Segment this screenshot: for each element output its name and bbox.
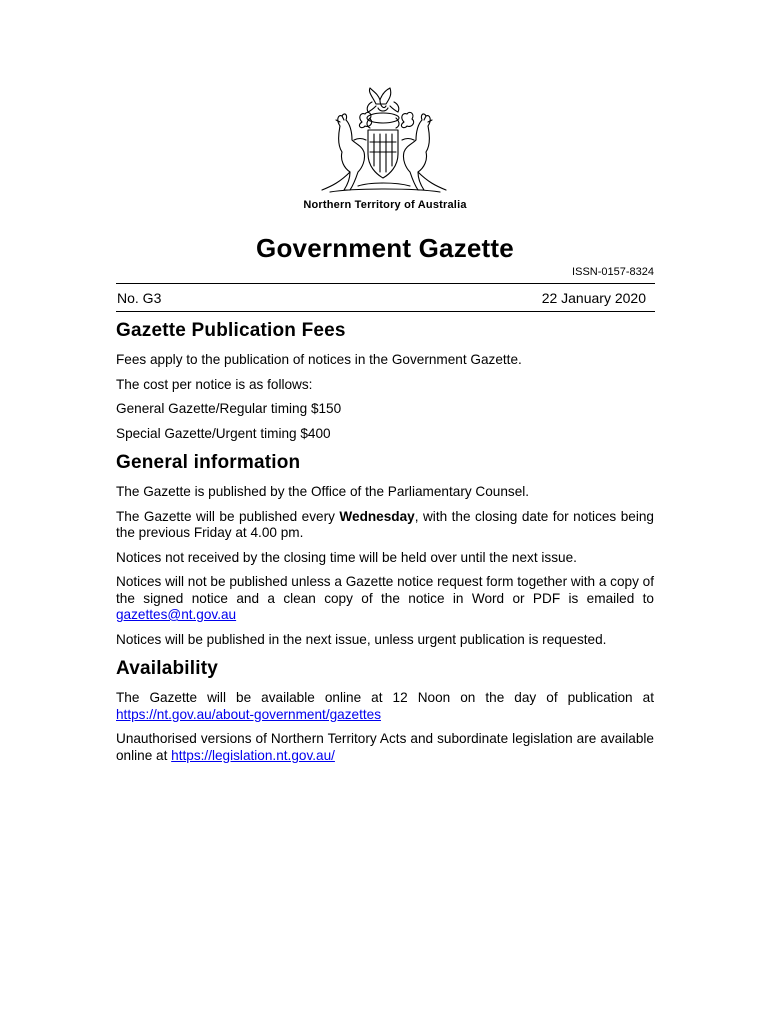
schedule-day: Wednesday xyxy=(339,508,415,524)
coat-of-arms-icon xyxy=(310,86,460,198)
requirements-body: Notices will not be published unless a Gazette notice request form together with a copy of the signed notice and a clean copy of the notice in Word or PDF is emailed to xyxy=(116,574,655,606)
late-notices-text: Notices not received by the closing time will be held over until the next issue. xyxy=(116,549,577,565)
legislation-text xyxy=(116,731,654,764)
availability-section xyxy=(116,656,654,764)
issue-number: No. G3 xyxy=(117,290,162,306)
header-divider-bottom xyxy=(116,311,655,312)
fee-general: General Gazette/Regular timing $150 xyxy=(116,401,342,416)
legislation-body: Unauthorised versions of Northern Territory Acts and subordinate legislation are available online at xyxy=(116,731,654,763)
published-by-text: The Gazette is published by the Office of the Parliamentary Counsel. xyxy=(116,484,530,499)
fee-special: Special Gazette/Urgent timing $400 xyxy=(116,425,331,441)
next-issue-text: Notices will be published in the next issue, unless urgent publication is requested. xyxy=(116,631,607,647)
fees-intro: Fees apply to the publication of notices in the Government Gazette. xyxy=(116,352,522,367)
fees-section xyxy=(116,318,654,442)
availability-heading: Availability xyxy=(116,658,219,679)
schedule-text xyxy=(116,509,654,542)
issn-label: ISSN-0157-8324 xyxy=(572,266,654,278)
online-text xyxy=(116,690,654,723)
general-info-section xyxy=(116,450,654,648)
jurisdiction-label: Northern Territory of Australia xyxy=(303,199,467,211)
online-body: The Gazette will be available online at 12 Noon on the day of publication at xyxy=(116,690,654,705)
page-title: Government Gazette xyxy=(256,233,514,263)
issue-date: 22 January 2020 xyxy=(541,290,646,306)
header-divider-top xyxy=(116,283,655,284)
fees-heading: Gazette Publication Fees xyxy=(116,320,346,341)
requirements-text xyxy=(116,574,654,624)
general-info-heading: General information xyxy=(116,452,301,473)
legislation-link[interactable]: https://legislation.nt.gov.au/ xyxy=(171,747,335,763)
schedule-post: , with the closing date for notices being the previous Friday at 4.00 pm. xyxy=(116,508,654,540)
email-link[interactable]: gazettes@nt.gov.au xyxy=(116,607,237,622)
gazettes-link[interactable]: https://nt.gov.au/about-government/gazettes xyxy=(116,706,381,722)
fees-cost-intro: The cost per notice is as follows: xyxy=(116,376,313,392)
gazette-body xyxy=(116,318,654,772)
schedule-pre: The Gazette will be published every xyxy=(116,508,340,524)
